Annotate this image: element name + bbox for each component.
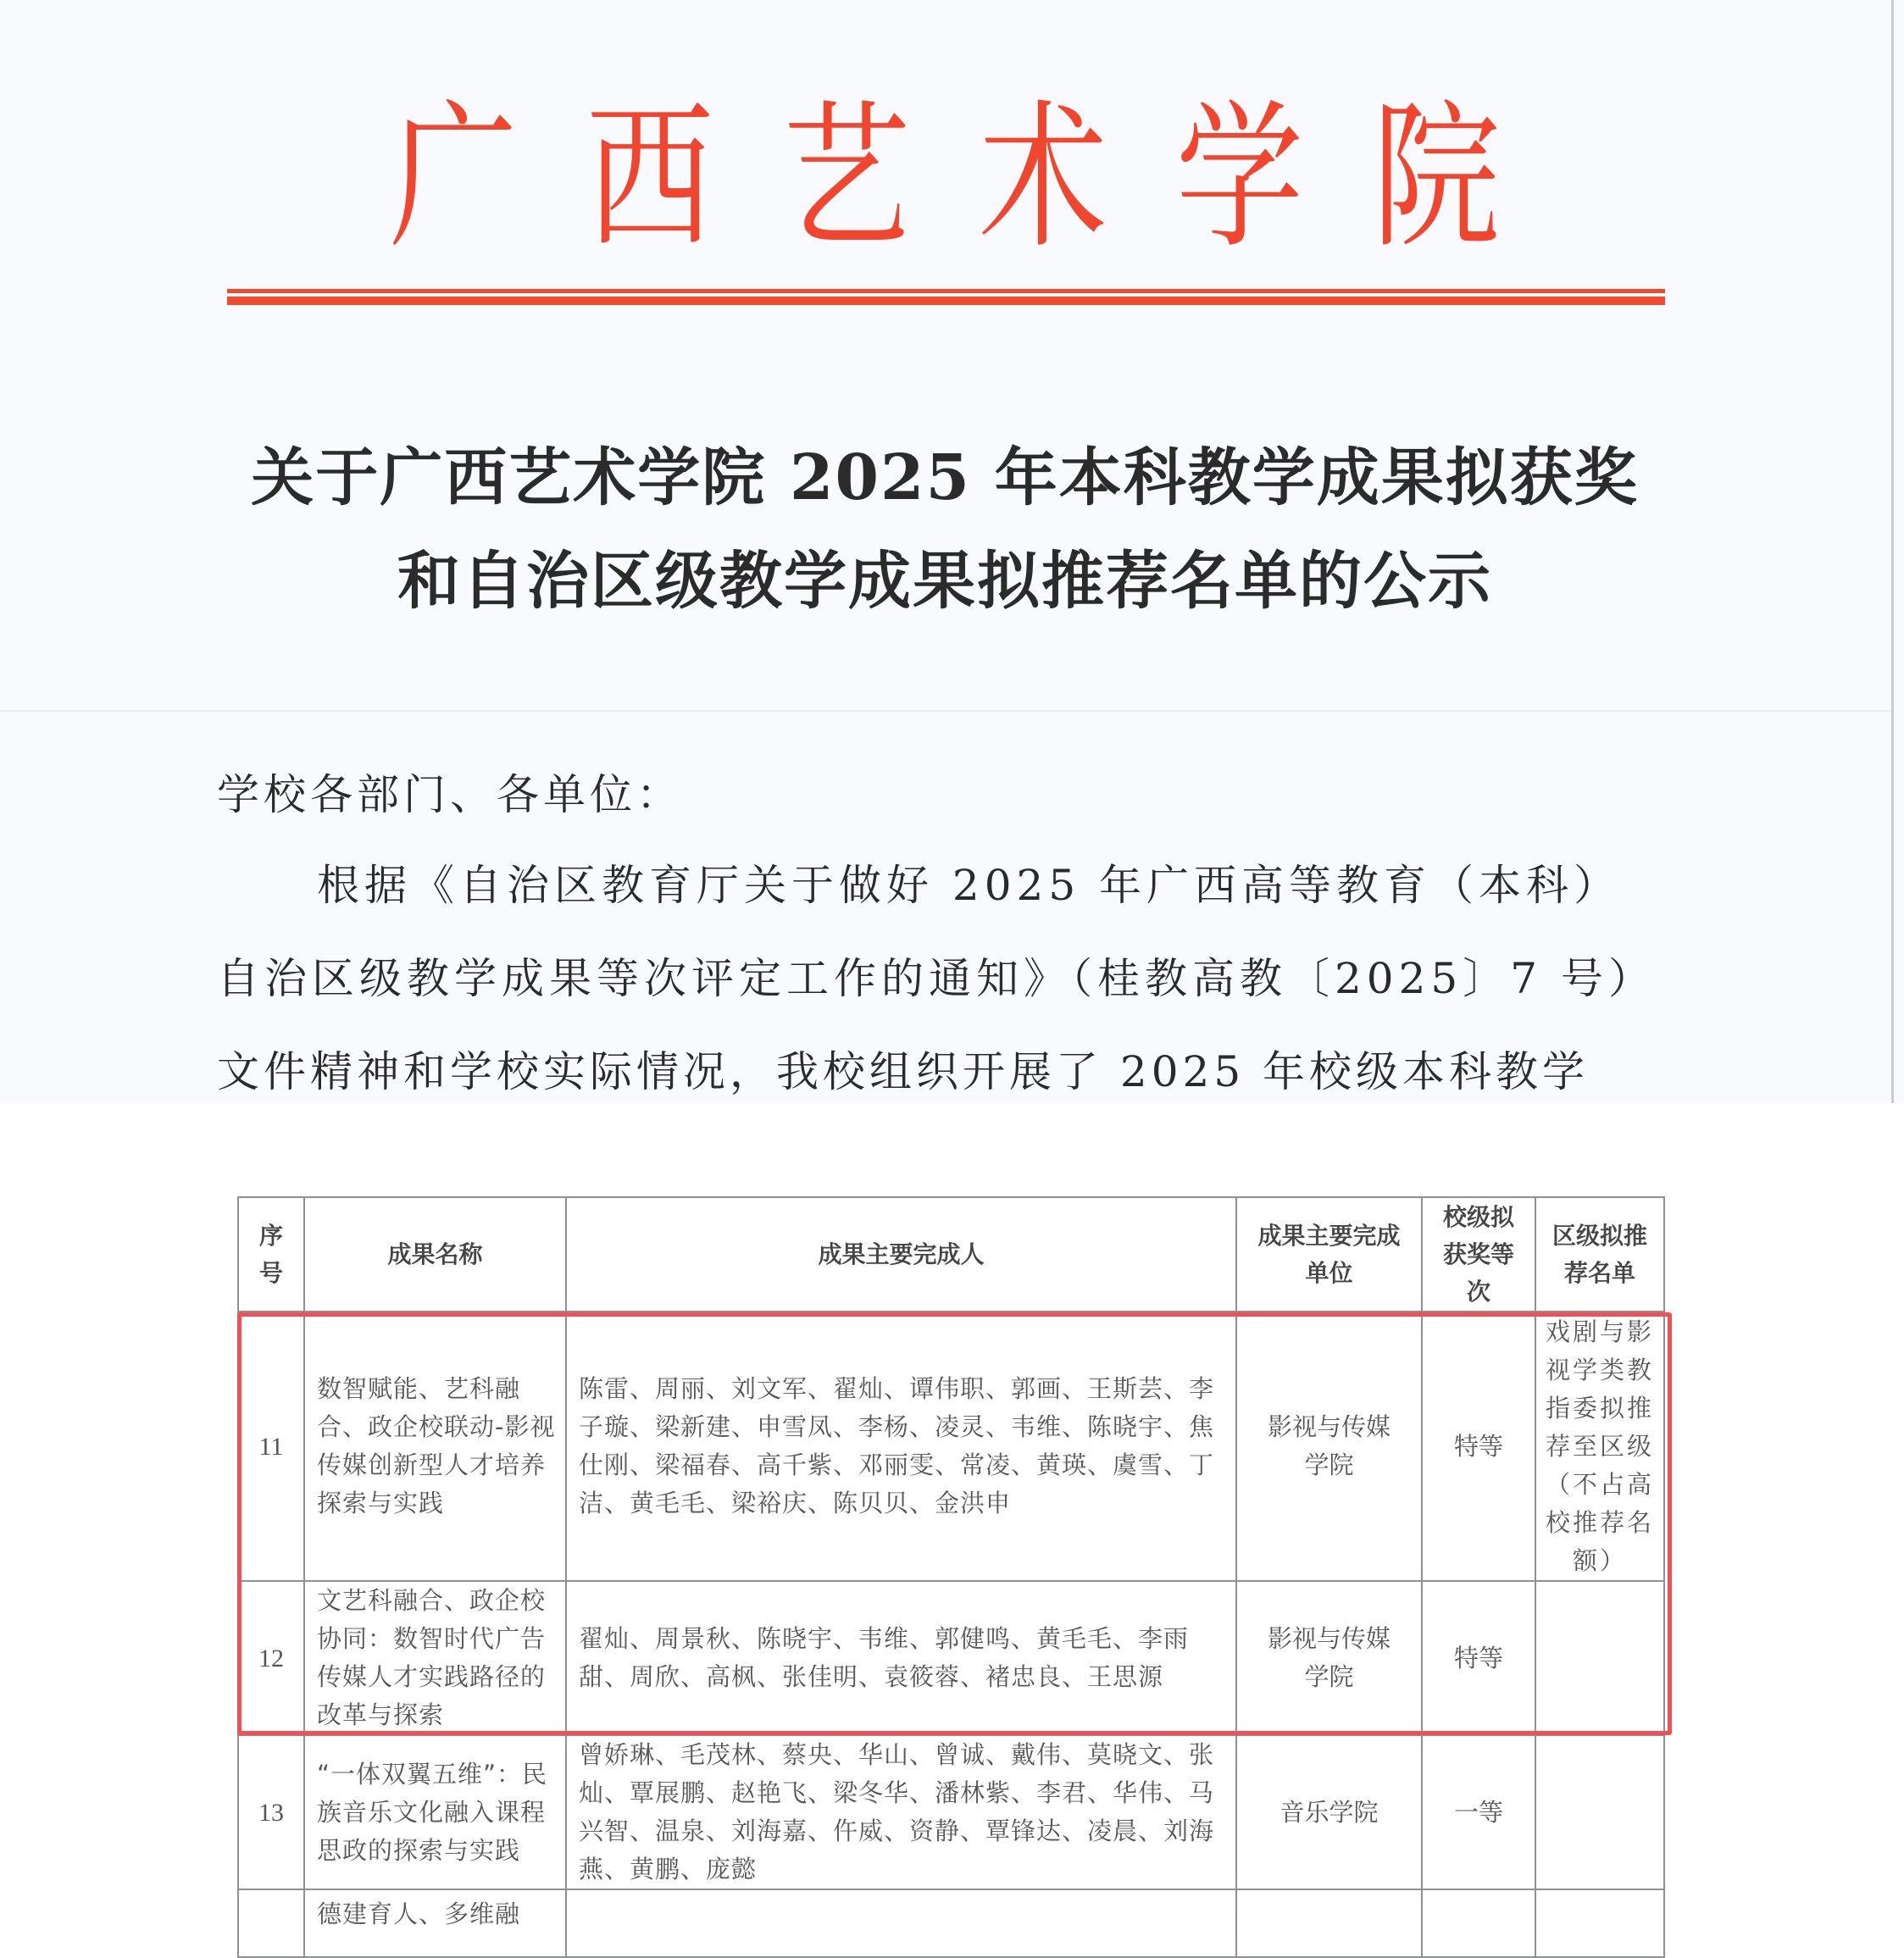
row-no: 11 bbox=[238, 1312, 304, 1581]
header-no: 序号 bbox=[238, 1197, 304, 1312]
body-paragraph-line: 根据《自治区教育厅关于做好 2025 年广西高等教育（本科） bbox=[317, 861, 1622, 910]
table-header-row bbox=[238, 1197, 1664, 1312]
row-people: 曾娇琳、毛茂林、蔡央、华山、曾诚、戴伟、莫晓文、张灿、覃展鹏、赵艳飞、梁冬华、潘林紫、李君、华伟、马兴智、温泉、刘海嘉、仵威、资静、覃锋达、凌晨、刘海燕、黄鹏、庞懿 bbox=[566, 1735, 1236, 1889]
document-title-line-2: 和自治区级教学成果拟推荐名单的公示 bbox=[397, 545, 1492, 618]
row-people: 陈雷、周丽、刘文军、翟灿、谭伟职、郭画、王斯芸、李子璇、梁新建、申雪凤、李杨、凌灵、韦维、陈晓宇、焦仕刚、梁福春、高千紫、邓丽雯、常凌、黄瑛、虞雪、丁洁、黄毛毛、梁裕庆、陈贝贝、金洪申 bbox=[566, 1312, 1236, 1581]
document-title-line-1: 关于广西艺术学院 2025 年本科教学成果拟获奖 bbox=[251, 441, 1639, 514]
row-recommend: 戏剧与影视学类教指委拟推荐至区级（不占高校推荐名额） bbox=[1535, 1312, 1664, 1581]
row-recommend bbox=[1535, 1735, 1664, 1889]
masthead-char: 广 bbox=[389, 85, 518, 270]
row-level bbox=[1422, 1889, 1535, 1957]
row-title: 文艺科融合、政企校协同：数智时代广告传媒人才实践路径的改革与探索 bbox=[304, 1581, 566, 1735]
institution-masthead bbox=[373, 85, 1517, 270]
results-table bbox=[237, 1196, 1665, 1958]
row-people bbox=[566, 1889, 1236, 1957]
masthead-char: 术 bbox=[979, 85, 1107, 270]
row-recommend bbox=[1535, 1581, 1664, 1735]
row-title: 数智赋能、艺科融合、政企校联动-影视传媒创新型人才培养探索与实践 bbox=[304, 1312, 566, 1581]
row-no bbox=[238, 1889, 304, 1957]
red-rule-thick bbox=[227, 297, 1665, 305]
scan-seam bbox=[0, 710, 1891, 712]
header-unit: 成果主要完成单位 bbox=[1236, 1197, 1422, 1312]
row-level: 特等 bbox=[1422, 1581, 1535, 1735]
row-no: 12 bbox=[238, 1581, 304, 1735]
row-recommend bbox=[1535, 1889, 1664, 1957]
row-unit: 音乐学院 bbox=[1236, 1735, 1422, 1889]
header-people: 成果主要完成人 bbox=[566, 1197, 1236, 1312]
row-title: “一体双翼五维”：民族音乐文化融入课程思政的探索与实践 bbox=[304, 1735, 566, 1889]
page-edge-line bbox=[1891, 0, 1894, 1103]
body-paragraph-line: 文件精神和学校实际情况，我校组织开展了 2025 年校级本科教学 bbox=[217, 1047, 1590, 1096]
row-unit bbox=[1236, 1889, 1422, 1957]
table-row bbox=[238, 1312, 1664, 1581]
body-paragraph-line: 自治区级教学成果等次评定工作的通知》（桂教高教〔2025〕7 号） bbox=[217, 954, 1656, 1003]
table-row bbox=[238, 1581, 1664, 1735]
salutation: 学校各部门、各单位： bbox=[217, 770, 683, 819]
header-recommend: 区级拟推荐名单 bbox=[1535, 1197, 1664, 1312]
masthead-char: 学 bbox=[1175, 85, 1304, 270]
row-people: 翟灿、周景秋、陈晓宇、韦维、郭健鸣、黄毛毛、李雨甜、周欣、高枫、张佳明、袁筱蓉、褚忠良、王思源 bbox=[566, 1581, 1236, 1735]
row-no: 13 bbox=[238, 1735, 304, 1889]
row-title: 德建育人、多维融 bbox=[304, 1889, 566, 1957]
header-level: 校级拟获奖等次 bbox=[1422, 1197, 1535, 1312]
table-row bbox=[238, 1735, 1664, 1889]
header-title: 成果名称 bbox=[304, 1197, 566, 1312]
row-level: 特等 bbox=[1422, 1312, 1535, 1581]
masthead-char: 西 bbox=[586, 85, 714, 270]
row-level: 一等 bbox=[1422, 1735, 1535, 1889]
masthead-char: 艺 bbox=[782, 85, 911, 270]
red-rule-thin bbox=[227, 289, 1665, 293]
row-unit: 影视与传媒学院 bbox=[1236, 1581, 1422, 1735]
table-row-partial bbox=[238, 1889, 1664, 1957]
masthead-char: 院 bbox=[1372, 85, 1501, 270]
row-unit: 影视与传媒学院 bbox=[1236, 1312, 1422, 1581]
